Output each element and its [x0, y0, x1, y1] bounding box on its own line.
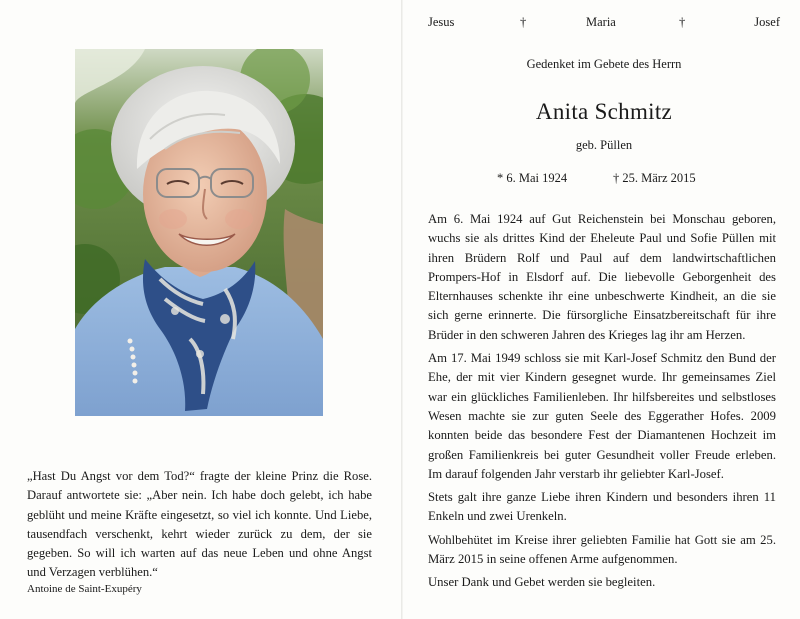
- fold-line: [401, 0, 403, 619]
- portrait-illustration: [75, 49, 323, 416]
- name-jesus: Jesus: [428, 15, 455, 29]
- birth-date: * 6. Mai 1924: [497, 171, 568, 185]
- cross-icon: †: [520, 15, 527, 29]
- biography: [428, 210, 776, 597]
- cross-icon: †: [679, 15, 686, 29]
- portrait-photo: [75, 49, 323, 416]
- biography-paragraph: Am 17. Mai 1949 schloss sie mit Karl-Josef Schmitz den Bund der Ehe, der mit vier Kindern gesegnet wurde. Ihr gemeinsames Ziel war ein glückliches Familienleben. Ihr hilfsbereites und selbstloses Wesen machte sie zur guten Seele des Eggerather Hofes. 2009 konnten beide das besondere Fest der Diamantenen Hochzeit im großen Familienkreis bei guter Gesundheit voller Freude erleben. Im darauf folgenden Jahr verstarb ihr geliebter Karl-Josef.: [428, 351, 776, 481]
- biography-paragraph: Unser Dank und Gebet werden sie begleiten.: [428, 575, 656, 590]
- birth-name: geb. Püllen: [575, 138, 633, 152]
- name-maria: Maria: [586, 15, 616, 29]
- biography-paragraph: Am 6. Mai 1924 auf Gut Reichenstein bei Monschau geboren, wuchs sie als drittes Kind der Eheleute Paul und Sofie Püllen mit ihren Brüdern Rolf und Paul auf dem landwirtschaftlichen Prompers-Hof in Elsdorf auf. Die liebevolle Geborgenheit des Elternhauses schenkte ihr eine unbeschwerte Kindheit, an die sie sich gerne erinnerte. Die fürsorgliche Einsatzbereitschaft für ihre Brüder in den schweren Jahren des Krieges lag ihr am Herzen.: [428, 212, 776, 342]
- quote-author: Antoine de Saint-Exupéry: [27, 583, 142, 595]
- life-dates: [428, 171, 780, 191]
- death-date: † 25. März 2015: [613, 171, 696, 185]
- biography-paragraph: Wohlbehütet im Kreise ihrer geliebten Familie hat Gott sie am 25. März 2015 in seine offenen Arme aufgenommen.: [428, 532, 776, 567]
- deceased-name: Anita Schmitz: [535, 99, 673, 124]
- prayer-greeting: Gedenket im Gebete des Herrn: [526, 57, 682, 71]
- biography-paragraph: Stets galt ihre ganze Liebe ihren Kindern und besonders ihren 11 Enkeln und zwei Urenkeln.: [428, 490, 776, 524]
- name-josef: Josef: [754, 15, 780, 29]
- holy-family-line: [428, 15, 780, 35]
- little-prince-quote: „Hast Du Angst vor dem Tod?“ fragte der kleine Prinz die Rose. Darauf antwortete sie: „Aber nein. Ich habe doch gelebt, ich habe geblüht und meine Kräfte eingesetzt, so viel ich konnte. Und Liebe, tausendfach verschenkt, kehrt wieder zurück zu dem, der sie gegeben. So will ich warten auf das neue Leben und ohne Angst und Verzagen verblühen.“: [27, 469, 372, 580]
